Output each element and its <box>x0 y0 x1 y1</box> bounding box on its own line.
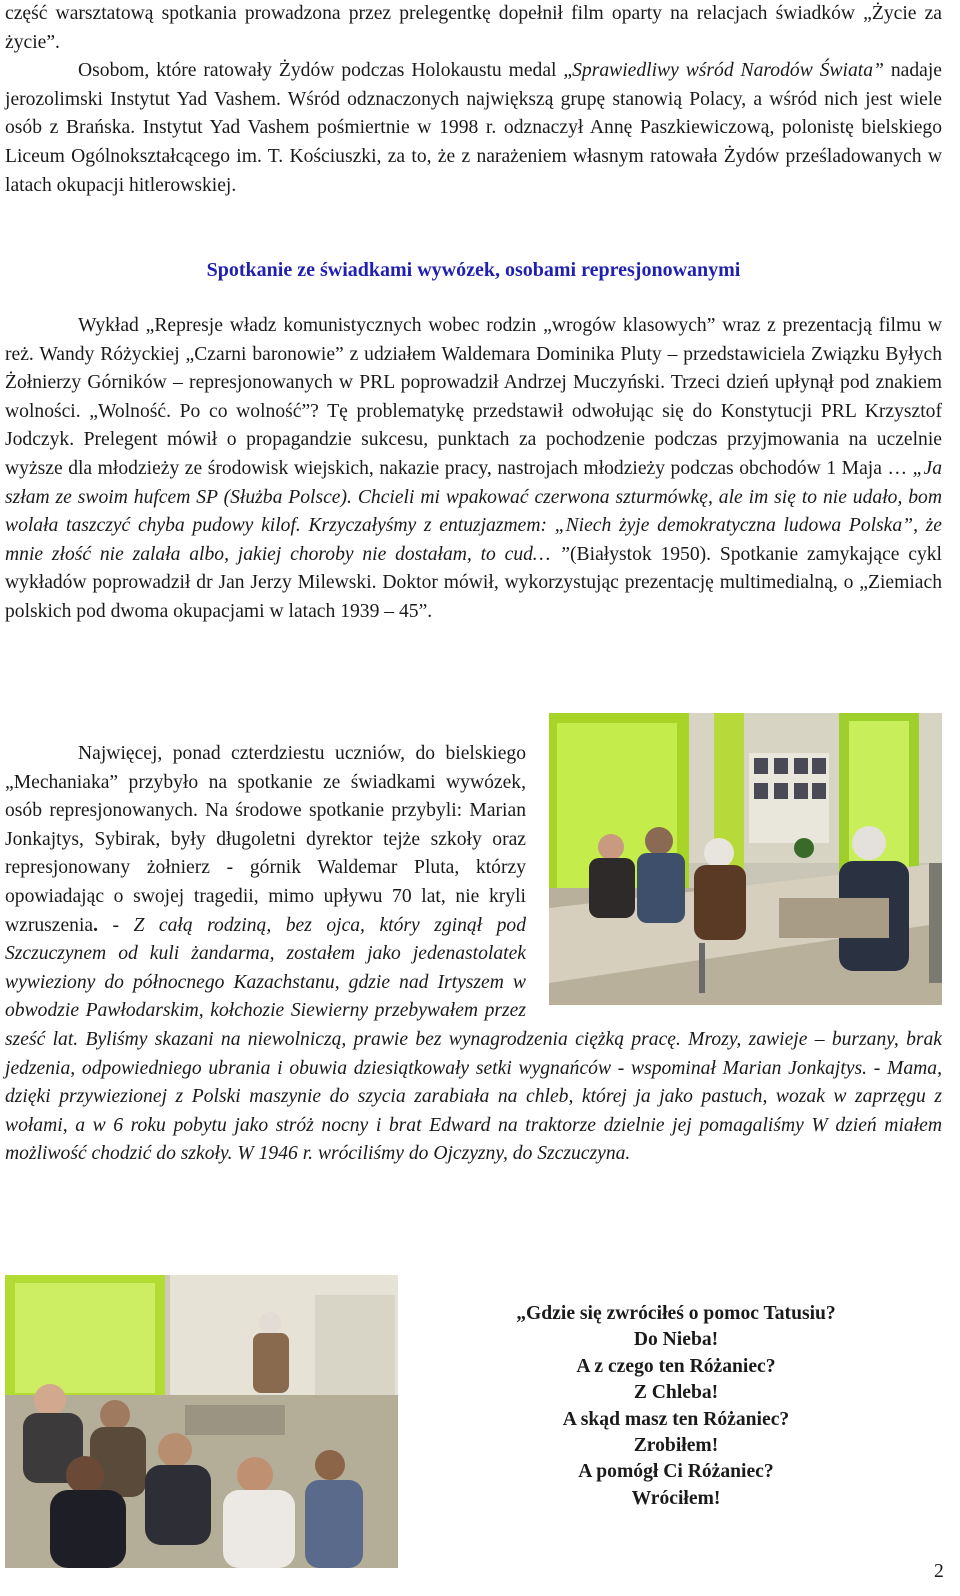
poem <box>453 1301 899 1512</box>
lectures-text-a: Wykład „Represje władz komunistycznych wobec rodzin „wrogów klasowych” wraz z prezentacją filmu w reż. Wandy Różyckiej „Czarni baronowie” z udziałem Waldemara Dominika Pluty – przedstawiciela Związku Byłych Żołnierzy Górników – represjonowanych w PRL poprowadził Andrzej Muczyński. Trzeci dzień upłynął pod znakiem wolności. „Wolność. Po co wolność”? Tę problematykę przedstawił odwołując się do Konstytucji PRL Krzysztof Jodczyk. Prelegent mówił o propagandzie sukcesu, punktach za pochodzenie podczas przyjmowania na uczelnie wyższe dla młodzieży ze środowisk wiejskich, nakazie pracy, nastrojach młodzieży podczas obchodów 1 Maja … <box>5 315 942 479</box>
yad-vashem-text-b: nadaje jerozolimski Instytut Yad Vashem. Wśród odznaczonych największą grupę stanowią Polacy, a wśród nich jest wiele osób z Brańska. Instytut Yad Vashem pośmiertnie w 1998 r. odznaczył Annę Paszkiewiczową, polonistę bielskiego Liceum Ogólnokształcącego im. T. Kościuszki, za to, że z narażeniem własnym ratowała Żydów prześladowanych w latach okupacji hitlerowskiej. <box>5 60 942 196</box>
poem-line: A z czego ten Różaniec? <box>576 1355 776 1377</box>
poem-line: Wróciłem! <box>631 1487 721 1509</box>
yad-vashem-text-a: Osobom, które ratowały Żydów podczas Holokaustu medal „ <box>78 60 573 82</box>
intro-block <box>5 0 942 200</box>
medal-name: Sprawiedliwy wśród Narodów Świata” <box>572 60 884 82</box>
poem-line: A skąd masz ten Różaniec? <box>562 1408 790 1430</box>
poem-line: Z Chleba! <box>633 1382 719 1404</box>
page-number: 2 <box>934 1561 944 1582</box>
classroom-photo <box>5 1275 398 1568</box>
poem-line: Zrobiłem! <box>633 1435 719 1457</box>
paragraph-workshop-text: część warsztatową spotkania prowadzona przez prelegentkę dopełnił film oparty na relacjach świadków „Życie za życie”. <box>5 3 942 53</box>
testimony-text-a: Najwięcej, ponad czterdziestu uczniów, do bielskiego „Mechaniaka” przybyło na spotkanie ze świadkami wywózek, osób represjonowanych. Na środowe spotkanie przybyli: Marian Jonkajtys, Sybirak, były długoletni dyrektor tejże szkoły oraz represjonowany żołnierz - górnik Waldemar Pluta, którzy opowiadając o swojej tragedii, mimo upływu 70 lat, nie kryli wzruszenia <box>5 743 526 936</box>
document-page <box>5 0 942 1596</box>
testimony-quote: - Z całą rodziną, bez ojca, który zginął pod Szczuczynem od kuli żandarma, zostałem jako jedenastolatek wywieziony do północnego Kazachstanu, gdzie nad Irtyszem w obwodzie Pawłodarskim, kołchozie Siewierny przebywałem przez sześć lat. Byliśmy skazani na niewolniczą, prawie bez wynagrodzenia ciężką pracę. Mrozy, zawieje – burzany, brak jedzenia, odpowiedniego ubrania i obuwia dziesiątkowały setki wygnańców - wspominał Marian Jonkajtys. - Mama, dzięki przywiezionej z Polski maszynie do szycia zarabiała na chleb, której ja jako pastuch, wozak w zaprzęgu z wołami, a w 6 roku pobytu jako stróż nocny i brat Edward na traktorze dzielnie jej pomagaliśmy W dzień miałem możliwość chodzić do szkoły. W 1946 r. wróciliśmy do Ojczyzny, do Szczuczyna. <box>5 914 942 1165</box>
poem-line: Do Nieba! <box>633 1329 719 1351</box>
photo-wrap-spacer <box>526 740 942 1005</box>
paragraph-lectures <box>5 312 942 627</box>
lectures-quote: „Ja szłam ze swoim hufcem SP (Służba Polsce). Chcieli mi wpakować czerwona szturmówkę, ale im się to nie udało, bom wolała taszczyć chyba pudowy kilof. Krzyczałyśmy z entuzjazmem: „Niech żyje demokratyczna ludowa Polska”, że mnie złość nie zalała albo, jakiej choroby nie dostałam, to cud… ” <box>5 457 942 565</box>
poem-line: „Gdzie się zwróciłeś o pomoc Tatusiu? <box>516 1303 836 1324</box>
lectures-text-b: (Białystok 1950). Spotkanie zamykające cykl wykładów poprowadził dr Jan Jerzy Milewski. Doktor mówił, wykorzystując prezentację multimedialną, o „Ziemiach polskich pod dwoma okupacjami w latach 1939 – 45”. <box>5 543 942 622</box>
lecture-block <box>5 312 942 627</box>
paragraph-workshop <box>5 0 942 57</box>
poem-line: A pomógł Ci Różaniec? <box>578 1461 774 1483</box>
testimony-period: . <box>93 914 99 936</box>
paragraph-yad-vashem <box>5 57 942 200</box>
testimony-block <box>5 740 942 1169</box>
section-heading: Spotkanie ze świadkami wywózek, osobami represjonowanymi <box>206 259 741 281</box>
